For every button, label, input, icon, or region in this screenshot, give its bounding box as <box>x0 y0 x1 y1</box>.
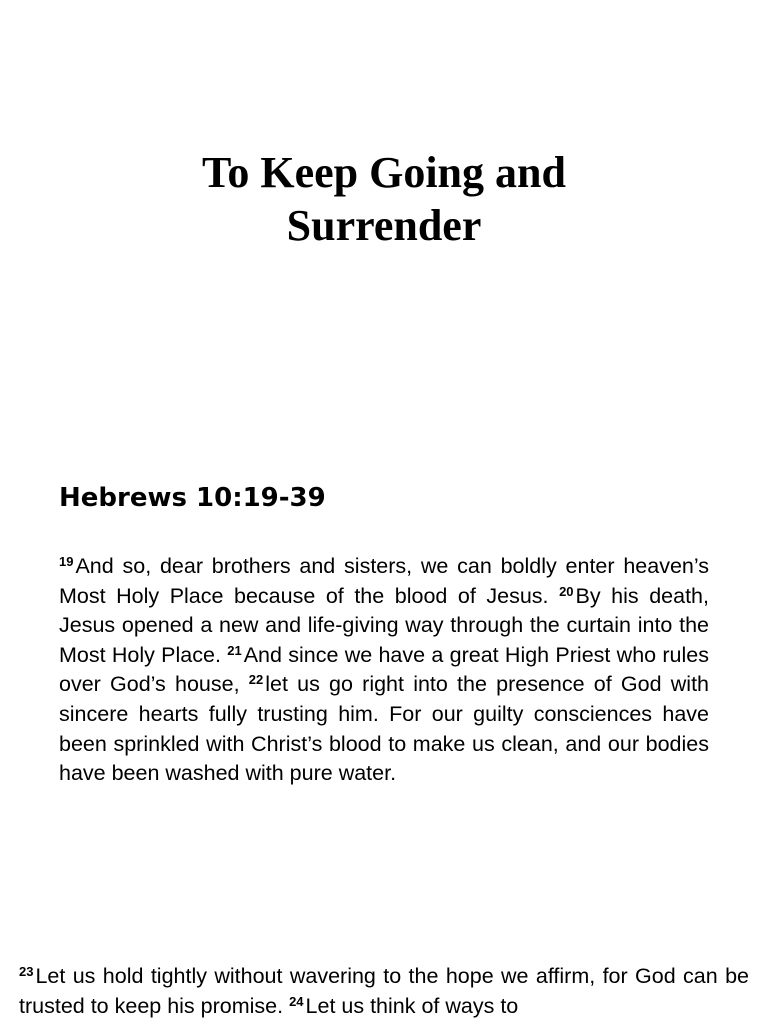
verse-number: 19 <box>59 554 74 569</box>
verse-text: And since we have a great High Priest who rules over God’s house, <box>59 642 709 697</box>
scripture-paragraph-1 <box>59 552 709 789</box>
scripture-reference: Hebrews 10:19-39 <box>59 483 326 513</box>
verse-text: By his death, Jesus opened a new and life-giving way through the curtain into the Most Holy Place. <box>59 583 709 667</box>
verse-number: 24 <box>289 993 304 1009</box>
verse-number: 22 <box>248 672 264 688</box>
document-title <box>0 146 768 252</box>
verse-number: 23 <box>19 964 34 979</box>
title-line-1: To Keep Going and <box>202 148 566 197</box>
verse-number: 21 <box>227 642 242 658</box>
title-line-2: Surrender <box>286 201 482 250</box>
verse-text: let us go right into the presence of God with sincere hearts fully trusting him. For our guilty consciences have been sprinkled with Christ’s blood to make us clean, and our bodies have been washed with pure water. <box>59 672 709 786</box>
verse-text: Let us think of ways to <box>305 993 519 1018</box>
verse-text: And so, dear brothers and sisters, we can boldly enter heaven’s Most Holy Place because of the blood of Jesus. <box>59 554 709 608</box>
verse-text: Let us hold tightly without wavering to the hope we affirm, for God can be trusted to keep his promise. <box>19 964 749 1018</box>
scripture-paragraph-2 <box>19 962 749 1021</box>
verse-number: 20 <box>559 583 574 599</box>
